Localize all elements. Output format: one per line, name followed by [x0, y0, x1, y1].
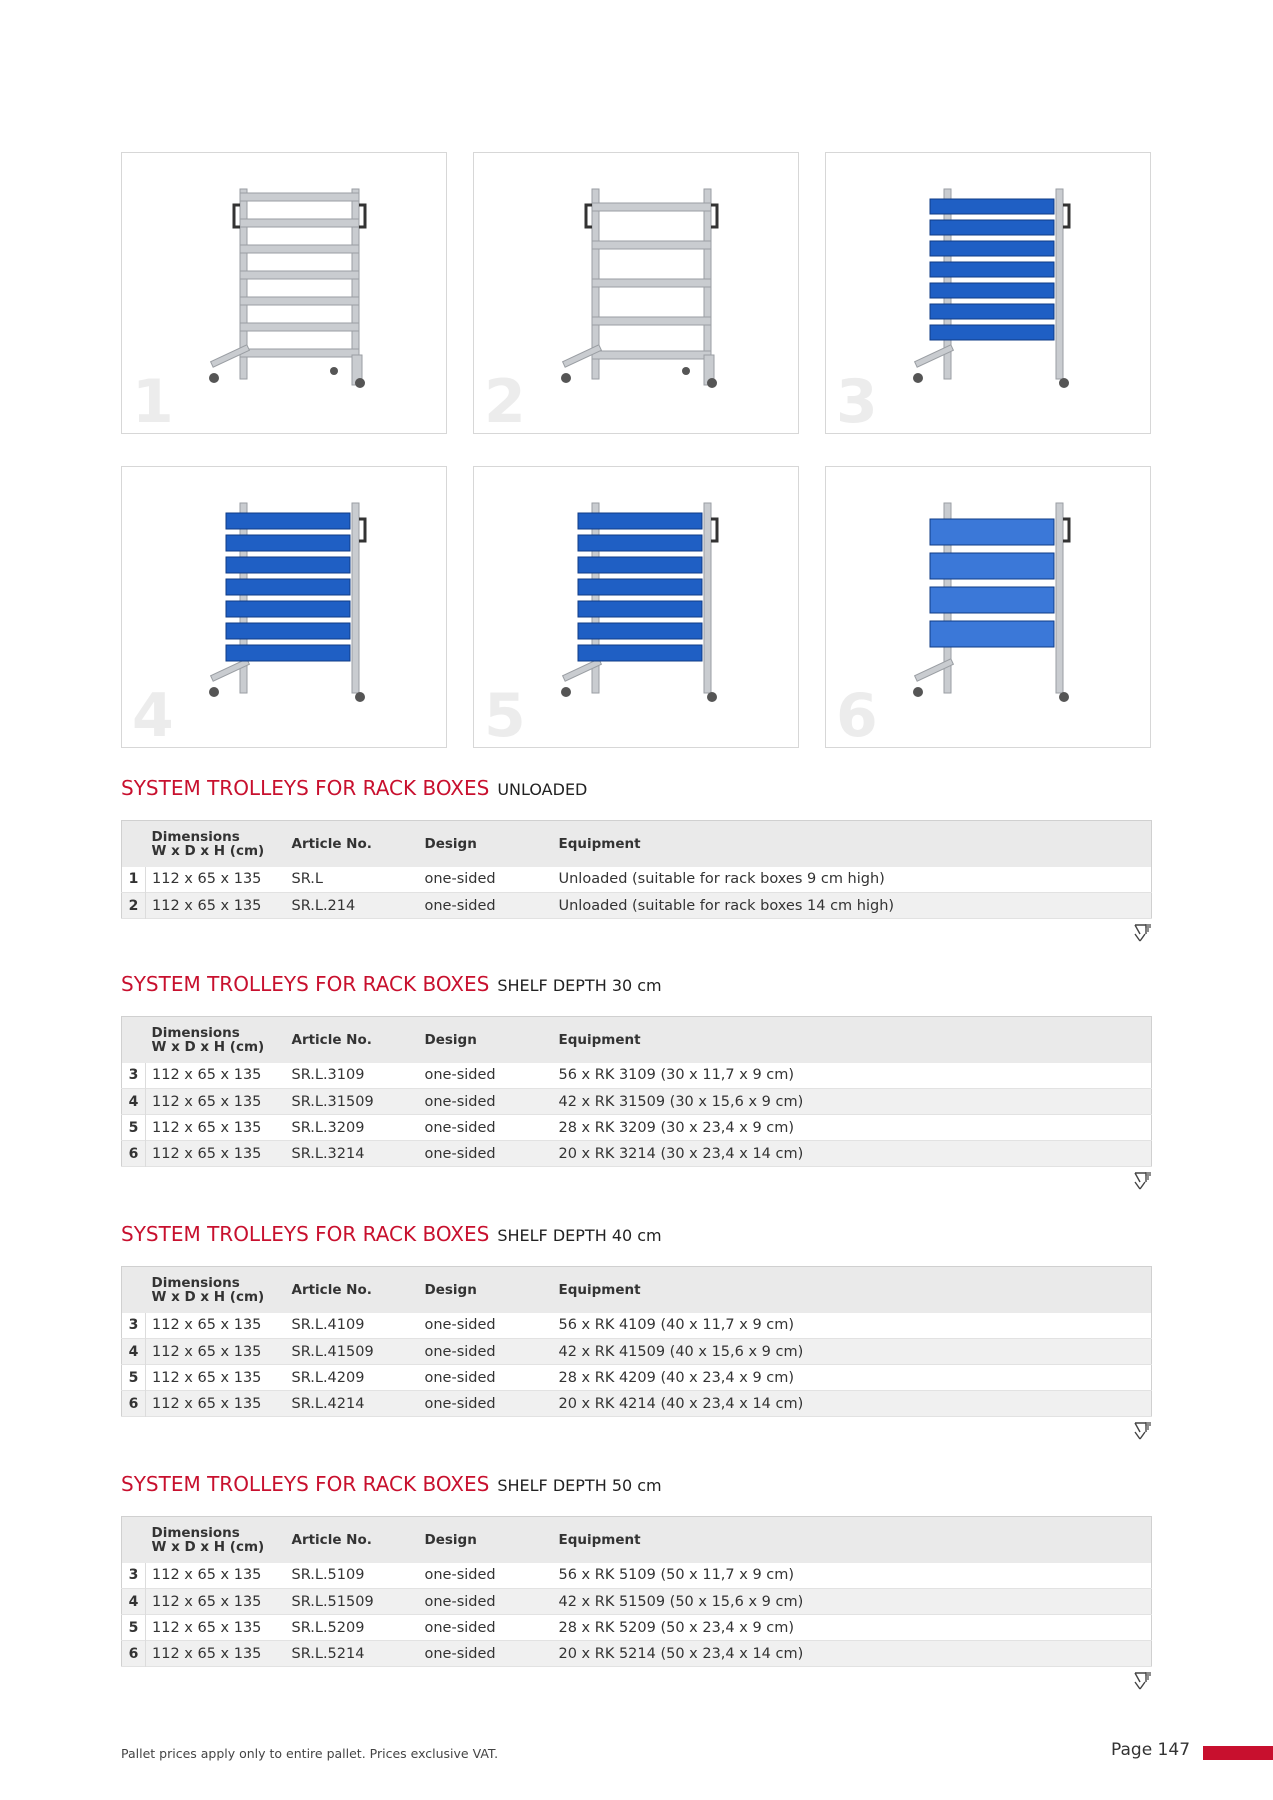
page-number: Page 147 — [1111, 1740, 1191, 1760]
product-table — [121, 1516, 1152, 1667]
product-table — [121, 1016, 1152, 1167]
row-article: SR.L.4214 — [291, 1395, 365, 1412]
row-design: one-sided — [424, 1317, 496, 1334]
header-design: Design — [424, 1031, 477, 1048]
food-safe-icon — [1132, 1420, 1152, 1442]
table-row — [122, 1063, 1152, 1089]
table-row — [122, 1365, 1152, 1391]
row-index: 6 — [122, 1641, 146, 1667]
table-row — [122, 1391, 1152, 1417]
table-row — [122, 1641, 1152, 1667]
row-equipment: 28 x RK 5209 (50 x 23,4 x 9 cm) — [558, 1619, 795, 1636]
header-design: Design — [424, 835, 477, 852]
row-design: one-sided — [424, 1145, 496, 1162]
section-title-main: SYSTEM TROLLEYS FOR RACK BOXES — [121, 776, 490, 800]
row-article: SR.L.5109 — [291, 1567, 365, 1584]
row-design: one-sided — [424, 1369, 496, 1386]
food-safe-icon — [1132, 1670, 1152, 1692]
row-article: SR.L — [291, 871, 323, 888]
food-safe-icon — [1132, 1170, 1152, 1192]
row-index: 5 — [122, 1365, 146, 1391]
row-index: 5 — [122, 1615, 146, 1641]
table-row — [122, 1141, 1152, 1167]
row-article: SR.L.4209 — [291, 1369, 365, 1386]
row-article: SR.L.214 — [291, 897, 356, 914]
row-design: one-sided — [424, 1395, 496, 1412]
table-row — [122, 867, 1152, 893]
row-index: 4 — [122, 1339, 146, 1365]
product-image-1 — [121, 152, 447, 434]
row-dimensions: 112 x 65 x 135 — [152, 1067, 262, 1084]
row-equipment: Unloaded (suitable for rack boxes 14 cm high) — [558, 897, 895, 914]
header-design: Design — [424, 1281, 477, 1298]
section-unloaded — [121, 776, 1152, 919]
image-number: 3 — [836, 367, 878, 434]
row-article: SR.L.5214 — [291, 1645, 365, 1662]
section-title — [121, 1472, 1152, 1498]
table-header-row — [122, 1267, 1152, 1313]
product-table — [121, 1266, 1152, 1417]
product-image-2 — [473, 152, 799, 434]
row-equipment: 56 x RK 4109 (40 x 11,7 x 9 cm) — [558, 1317, 795, 1334]
row-article: SR.L.31509 — [291, 1093, 374, 1110]
row-dimensions: 112 x 65 x 135 — [152, 1119, 262, 1136]
row-dimensions: 112 x 65 x 135 — [152, 1343, 262, 1360]
section-title — [121, 972, 1152, 998]
row-equipment: 56 x RK 5109 (50 x 11,7 x 9 cm) — [558, 1567, 795, 1584]
header-dimensions: Dimensions W x D x H (cm) — [151, 828, 265, 859]
row-design: one-sided — [424, 1067, 496, 1084]
header-equipment: Equipment — [558, 1031, 641, 1048]
footer-note: Pallet prices apply only to entire pallet. Prices exclusive VAT. — [121, 1746, 499, 1761]
row-article: SR.L.4109 — [291, 1317, 365, 1334]
header-equipment: Equipment — [558, 835, 641, 852]
row-dimensions: 112 x 65 x 135 — [152, 1145, 262, 1162]
section-subtitle: SHELF DEPTH 30 cm — [497, 976, 662, 995]
section-depth-40 — [121, 1222, 1152, 1417]
row-equipment: 42 x RK 51509 (50 x 15,6 x 9 cm) — [558, 1593, 804, 1610]
row-index: 4 — [122, 1589, 146, 1615]
table-row — [122, 1115, 1152, 1141]
row-article: SR.L.41509 — [291, 1343, 374, 1360]
row-dimensions: 112 x 65 x 135 — [152, 871, 262, 888]
row-design: one-sided — [424, 1119, 496, 1136]
header-article: Article No. — [291, 1031, 372, 1048]
row-equipment: 42 x RK 41509 (40 x 15,6 x 9 cm) — [558, 1343, 804, 1360]
row-dimensions: 112 x 65 x 135 — [152, 1369, 262, 1386]
product-image-4 — [121, 466, 447, 748]
row-index: 6 — [122, 1141, 146, 1167]
row-design: one-sided — [424, 1619, 496, 1636]
header-article: Article No. — [291, 1281, 372, 1298]
row-equipment: 42 x RK 31509 (30 x 15,6 x 9 cm) — [558, 1093, 804, 1110]
row-dimensions: 112 x 65 x 135 — [152, 1593, 262, 1610]
row-equipment: 20 x RK 5214 (50 x 23,4 x 14 cm) — [558, 1645, 804, 1662]
row-design: one-sided — [424, 897, 496, 914]
row-index: 6 — [122, 1391, 146, 1417]
row-equipment: 20 x RK 4214 (40 x 23,4 x 14 cm) — [558, 1395, 804, 1412]
product-image-5 — [473, 466, 799, 748]
row-index: 4 — [122, 1089, 146, 1115]
table-header-row — [122, 1517, 1152, 1563]
section-subtitle: UNLOADED — [497, 780, 588, 799]
row-index: 5 — [122, 1115, 146, 1141]
section-title-main: SYSTEM TROLLEYS FOR RACK BOXES — [121, 1472, 490, 1496]
image-number: 4 — [132, 681, 174, 748]
table-row — [122, 1089, 1152, 1115]
product-image-6 — [825, 466, 1151, 748]
image-number: 5 — [484, 681, 526, 748]
row-index: 2 — [122, 893, 146, 919]
header-dimensions: Dimensions W x D x H (cm) — [151, 1524, 265, 1555]
food-safe-icon — [1132, 922, 1152, 944]
header-equipment: Equipment — [558, 1281, 641, 1298]
header-design: Design — [424, 1531, 477, 1548]
section-subtitle: SHELF DEPTH 50 cm — [497, 1476, 662, 1495]
section-title-main: SYSTEM TROLLEYS FOR RACK BOXES — [121, 1222, 490, 1246]
image-number: 2 — [484, 367, 526, 434]
row-equipment: 56 x RK 3109 (30 x 11,7 x 9 cm) — [558, 1067, 795, 1084]
table-row — [122, 893, 1152, 919]
row-design: one-sided — [424, 1093, 496, 1110]
header-dimensions: Dimensions W x D x H (cm) — [151, 1274, 265, 1305]
section-depth-30 — [121, 972, 1152, 1167]
row-dimensions: 112 x 65 x 135 — [152, 897, 262, 914]
table-row — [122, 1339, 1152, 1365]
row-equipment: 28 x RK 4209 (40 x 23,4 x 9 cm) — [558, 1369, 795, 1386]
image-number: 6 — [836, 681, 878, 748]
section-title — [121, 1222, 1152, 1248]
row-design: one-sided — [424, 1645, 496, 1662]
table-row — [122, 1589, 1152, 1615]
row-equipment: 28 x RK 3209 (30 x 23,4 x 9 cm) — [558, 1119, 795, 1136]
row-dimensions: 112 x 65 x 135 — [152, 1317, 262, 1334]
row-dimensions: 112 x 65 x 135 — [152, 1619, 262, 1636]
table-row — [122, 1615, 1152, 1641]
row-equipment: Unloaded (suitable for rack boxes 9 cm high) — [558, 871, 885, 888]
row-index: 3 — [122, 1563, 146, 1589]
row-dimensions: 112 x 65 x 135 — [152, 1093, 262, 1110]
section-subtitle: SHELF DEPTH 40 cm — [497, 1226, 662, 1245]
row-index: 1 — [122, 867, 146, 893]
section-depth-50 — [121, 1472, 1152, 1667]
product-image-3 — [825, 152, 1151, 434]
row-article: SR.L.5209 — [291, 1619, 365, 1636]
row-equipment: 20 x RK 3214 (30 x 23,4 x 14 cm) — [558, 1145, 804, 1162]
row-article: SR.L.3109 — [291, 1067, 365, 1084]
table-header-row — [122, 821, 1152, 867]
row-index: 3 — [122, 1063, 146, 1089]
row-dimensions: 112 x 65 x 135 — [152, 1645, 262, 1662]
row-design: one-sided — [424, 1593, 496, 1610]
section-title — [121, 776, 1152, 802]
row-dimensions: 112 x 65 x 135 — [152, 1567, 262, 1584]
table-row — [122, 1563, 1152, 1589]
section-title-main: SYSTEM TROLLEYS FOR RACK BOXES — [121, 972, 490, 996]
row-article: SR.L.51509 — [291, 1593, 374, 1610]
row-article: SR.L.3209 — [291, 1119, 365, 1136]
table-row — [122, 1313, 1152, 1339]
row-design: one-sided — [424, 871, 496, 888]
header-article: Article No. — [291, 835, 372, 852]
row-design: one-sided — [424, 1343, 496, 1360]
header-article: Article No. — [291, 1531, 372, 1548]
row-design: one-sided — [424, 1567, 496, 1584]
page-accent-bar — [1203, 1746, 1273, 1760]
header-equipment: Equipment — [558, 1531, 641, 1548]
row-dimensions: 112 x 65 x 135 — [152, 1395, 262, 1412]
row-article: SR.L.3214 — [291, 1145, 365, 1162]
header-dimensions: Dimensions W x D x H (cm) — [151, 1024, 265, 1055]
table-header-row — [122, 1017, 1152, 1063]
product-table — [121, 820, 1152, 919]
row-index: 3 — [122, 1313, 146, 1339]
image-number: 1 — [132, 367, 174, 434]
